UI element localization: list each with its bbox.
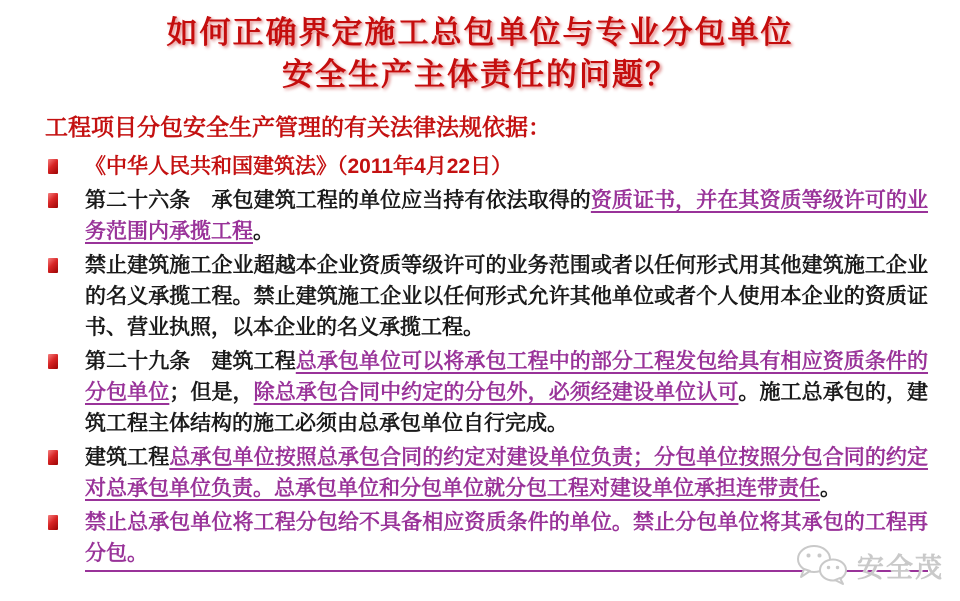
bullet-marker-icon <box>48 193 58 208</box>
text-segment: 禁止建筑施工企业超越本企业资质等级许可的业务范围或者以任何形式用其他建筑施工企业的名义承揽工程。禁止建筑施工企业以任何形式允许其他单位或者个人使用本企业的资质证书、营业执照，以本企业的名义承揽工程。 <box>85 254 928 339</box>
legal-link-text[interactable]: 资质证书，并在其资质等级许可的业务范围内承揽工程 <box>85 189 929 243</box>
legal-link-text[interactable]: 禁止总承包单位将工程分包给不具备相应资质条件的单位。禁止分包单位将其承包的工程再分包。 <box>85 511 928 565</box>
text-segment: ；但是， <box>169 381 254 404</box>
bullet-marker-icon <box>48 354 58 369</box>
list-item <box>85 250 928 343</box>
text-segment: 。 <box>253 220 274 243</box>
text-segment: 。施工总承包的，建筑工程主体结构的施工必须由总承包单位自行完成。 <box>85 381 929 435</box>
list-item <box>85 442 928 504</box>
text-segment: 建筑工程 <box>85 446 170 469</box>
legal-link-text[interactable]: 除总承包合同中约定的分包外，必须经建设单位认可 <box>253 381 739 404</box>
slide-title-line2: 安全生产主体责任的问题？ <box>282 57 678 92</box>
slide-title <box>0 0 960 96</box>
section-heading: 工程项目分包安全生产管理的有关法律法规依据： <box>45 114 551 140</box>
bullet-marker-icon <box>48 258 58 273</box>
list-item <box>85 185 928 247</box>
bullet-marker-icon <box>48 515 58 530</box>
bullet-marker-icon <box>48 159 58 174</box>
text-segment: 第二十九条 建筑工程 <box>85 350 296 373</box>
wechat-icon <box>794 543 850 587</box>
watermark-logo <box>794 543 944 587</box>
text-segment: 。 <box>820 477 841 500</box>
text-segment: 《中华人民共和国建筑法》（2011年4月22日） <box>85 155 513 178</box>
bullet-marker-icon <box>48 450 58 465</box>
bullet-list <box>85 151 928 572</box>
list-item <box>85 346 928 439</box>
text-segment: 第二十六条 承包建筑工程的单位应当持有依法取得的 <box>85 189 591 212</box>
legal-link-text[interactable]: 总承包单位可以将承包工程中的部分工程发包给具有相应资质条件的分包单位 <box>85 350 929 404</box>
legal-link-text[interactable]: 总承包单位按照总承包合同的约定对建设单位负责；分包单位按照分包合同的约定对总承包单位负责。总承包单位和分包单位就分包工程对建设单位承担连带责任 <box>85 446 929 500</box>
list-item <box>85 151 928 182</box>
watermark-text: 安全茂 <box>857 552 944 583</box>
slide-title-line1: 如何正确界定施工总包单位与专业分包单位 <box>166 15 794 50</box>
